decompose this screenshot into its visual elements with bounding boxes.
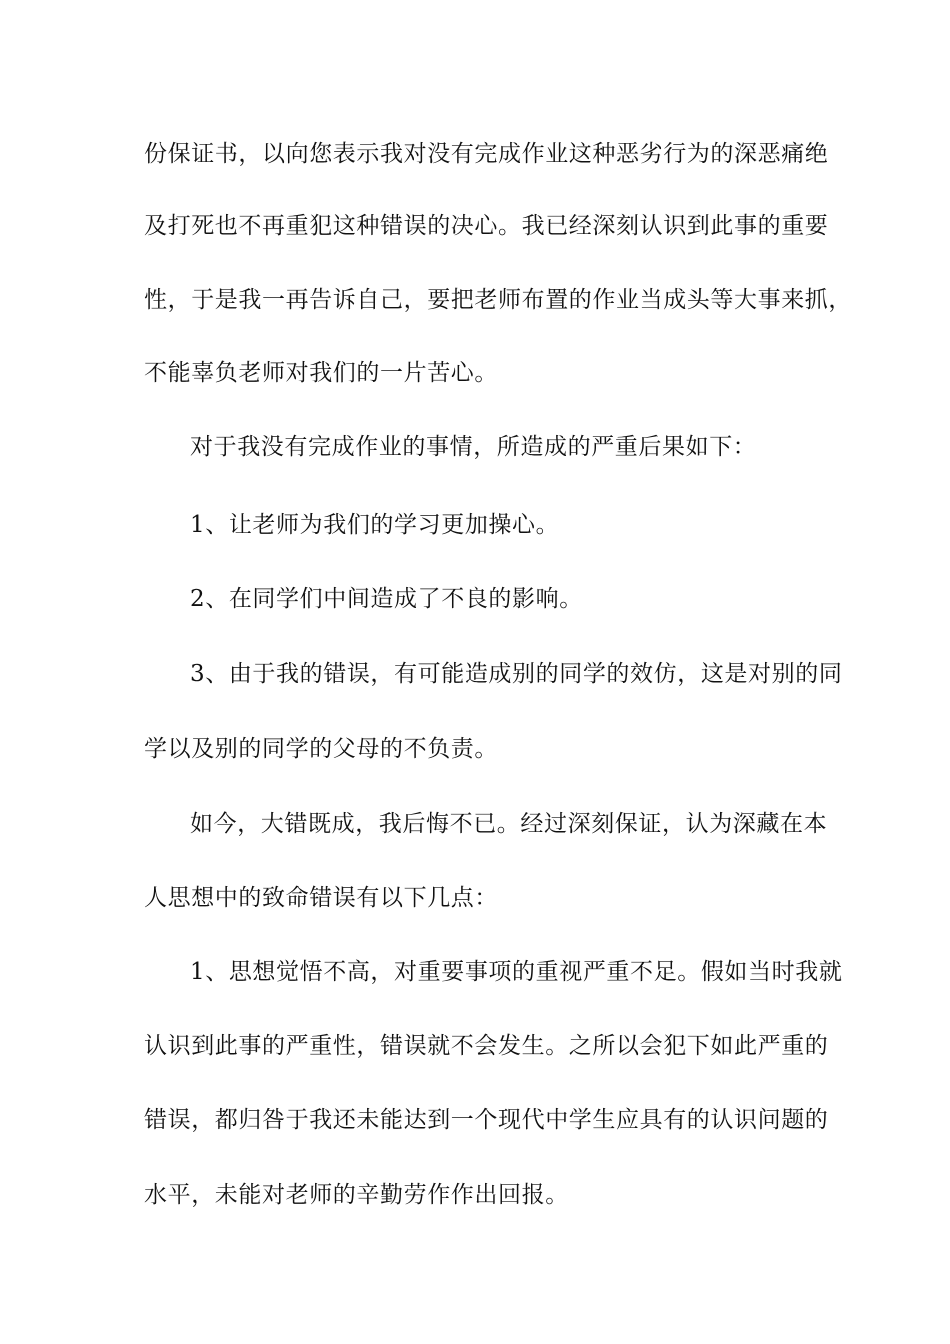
paragraph-line: 及打死也不再重犯这种错误的决心。我已经深刻认识到此事的重要 <box>144 213 829 239</box>
paragraph-line: 性，于是我一再告诉自己，要把老师布置的作业当成头等大事来抓， <box>144 287 852 313</box>
paragraph-line: 不能辜负老师对我们的一片苦心。 <box>144 360 498 386</box>
paragraph-line: 认识到此事的严重性，错误就不会发生。之所以会犯下如此严重的 <box>144 1033 829 1059</box>
paragraph-line: 对于我没有完成作业的事情，所造成的严重后果如下： <box>190 434 757 460</box>
list-item: 2、在同学们中间造成了不良的影响。 <box>190 586 583 612</box>
paragraph-line: 水平，未能对老师的辛勤劳作作出回报。 <box>144 1182 569 1208</box>
paragraph-line: 错误，都归咎于我还未能达到一个现代中学生应具有的认识问题的 <box>144 1107 829 1133</box>
paragraph-line: 学以及别的同学的父母的不负责。 <box>144 736 498 762</box>
paragraph-line: 份保证书，以向您表示我对没有完成作业这种恶劣行为的深恶痛绝 <box>144 141 829 167</box>
list-item: 3、由于我的错误，有可能造成别的同学的效仿，这是对别的同 <box>190 661 843 687</box>
paragraph-line: 人思想中的致命错误有以下几点： <box>144 885 498 911</box>
list-item: 1、思想觉悟不高，对重要事项的重视严重不足。假如当时我就 <box>190 959 843 985</box>
list-item: 1、让老师为我们的学习更加操心。 <box>190 512 560 538</box>
paragraph-line: 如今，大错既成，我后悔不已。经过深刻保证，认为深藏在本 <box>190 811 828 837</box>
